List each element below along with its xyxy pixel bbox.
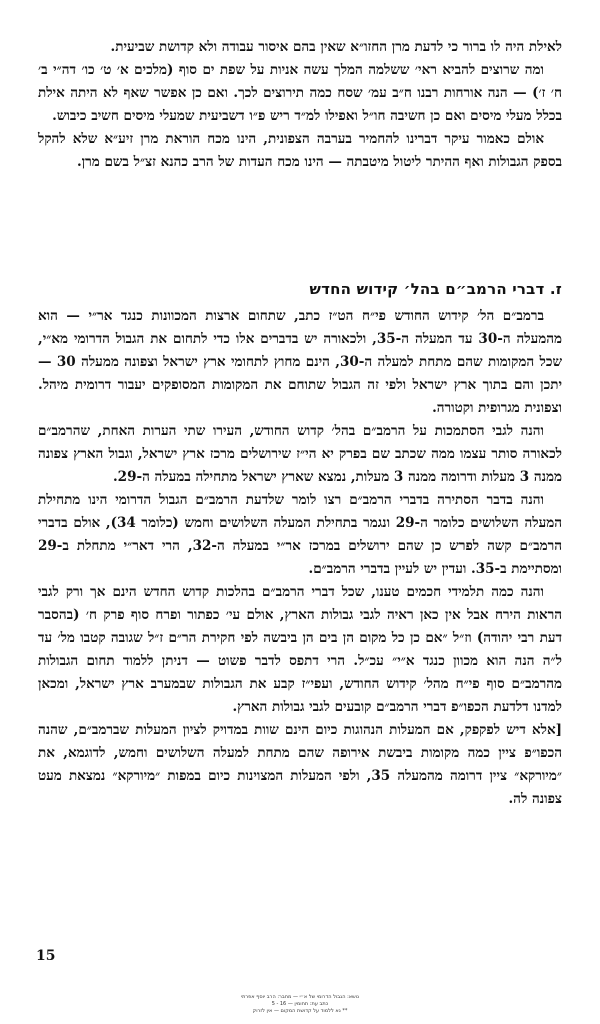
paragraph: ומה שרוצים להביא ראי׳ ששלמה המלך עשה אניות על שפת ים סוף (מלכים א׳ ט׳ כו׳ דה״י ב׳ ח׳ ז׳) — הנה אורחות רבנו ח״ב עמ׳ שסח כמה תירוצים לכך. ואם כן אפשר שאף לא היתה אילת בכלל מעלי מיסים ואם כן חשיבה חו״ל ואפילו למ״ד ריש פ״ו דשביעית שמעלי מיסים חשיב כיבוש. bbox=[38, 62, 562, 124]
footer-note bbox=[150, 994, 450, 1015]
top-text-block bbox=[38, 36, 562, 174]
paragraph: ברמב״ם הל׳ קידוש החודש פי״ח הט״ז כתב, שתחום ארצות המכוונות כנגד אר״י — הוא מהמעלה ה-30 עד המעלה ה-35, ולכאורה יש בדברים אלו כדי לתחום את הגבול הדרומי מא״י, שכל המקומות שהם מתחת למעלה ה-30, הינם מחוץ לתחומי ארץ ישראל וצפונה ממעלה 30 — יתכן והם בתוך ארץ ישראל ולפי זה הגבול שתוחם את המקומות המסופקים יעבור דרומית מיהל. וצפונית מגרופית וקטורה. bbox=[38, 308, 563, 416]
paragraph: לאילת היה לו ברור כי לדעת מרן החזו״א שאין בהם איסור עבודה ולא קדושת שביעית. bbox=[110, 39, 562, 55]
footer-line: נושא: הגבול הדרומי של א״י — מחבר: הרב יוסף אפרתי bbox=[240, 994, 360, 1000]
paragraph: והנה בדבר הסתירה בדברי הרמב״ם רצו לומר שלדעת הרמב״ם הגבול הדרומי הינו מתחילת המעלה השלושים כלומר ה-29 ונגמר בתחילת המעלה השלושים וחמש (כלומר 34), אולם בדברי הרמב״ם קשה לפרש כן שהם ירושלים במרכז אר״י במעלה ה-32, הרי דאר״י מתחלת ב-29 ומסתיימת ב-35. ועדין יש לעיין בדברי הרמב״ם. bbox=[38, 492, 563, 577]
paragraph: והנה כמה תלמידי חכמים טענו, שכל דברי הרמב״ם בהלכות קדוש החדש הינם אך ורק לגבי הראות הירח אבל אין כאן ראיה לגבי גבולות הארץ, אולם עי׳ כפתור ופרח סוף פרק ח׳ (בהסבר דעת רבי יהודה) וז״ל ״אם כן כל מקום הן בים הן ביבשה לפי חקירת הר״ם ז״ל שגובה קטבו מל׳ עד ל״ה הנה הוא מכוון כנגד א״י״ עכ״ל. הרי דתפס לדבר פשוט — דניתן ללמוד תחום הגבולות מהרמב״ם סוף פי״ח מהל׳ קידוש החודש, ועפי״ז קבע את הגבולות שבמערב ארץ ישראל, ומכאן למדנו דלדעת הכפו״פ דברי הרמב״ם קובעים לגבי גבולות הארץ. bbox=[38, 584, 562, 715]
section-heading: ז. דברי הרמב״ם בהל׳ קידוש החדש bbox=[309, 280, 562, 298]
footer-line: ** נא ללמוד על קדושת המקום — אין לזרוק bbox=[252, 1008, 348, 1014]
paragraph: והנה לגבי הסתמכות על הרמב״ם בהל׳ קדוש החודש, העירו שתי הערות האחת, שהרמב״ם לכאורה סותר עצמו ממה שכתב שם בפרק יא הי״ז שירושלים מרכז ארץ ישראל, וגבול הארץ צפונה ממנה 3 מעלות ודרומה ממנה 3 מעלות, נמצא שארץ ישראל מתחילה במעלה ה-29. bbox=[38, 423, 562, 485]
paragraph: [אלא דיש לפקפק, אם המעלות הנהוגות כיום הינם שוות במדויק לציון המעלות שברמב״ם, שהנה הכפו״פ ציין כמה מקומות ביבשת אירופה שהם מתחת למעלה השלושים וחמש, לדוגמא, את ״מיורקא״ ציין דרומה מהמעלה 35, ולפי המעלות המצוינות כיום במפות ״מיורקא״ נמצאת מעט צפונה לה. bbox=[38, 722, 562, 807]
main-text-block bbox=[38, 305, 562, 811]
paragraph: אולם כאמור עיקר דברינו להחמיר בערבה הצפונית, הינו מכח הוראת מרן זיע״א שלא להקל בספק הגבולות ואף ההיתר ליטול מיטבתה — הינו מכח העדות של הרב כהנא זצ״ל בשם מרן. bbox=[38, 131, 562, 170]
page-number: 15 bbox=[36, 948, 56, 964]
footer-line: כתב עת: תחומין — 16 - 5 bbox=[271, 1001, 329, 1007]
